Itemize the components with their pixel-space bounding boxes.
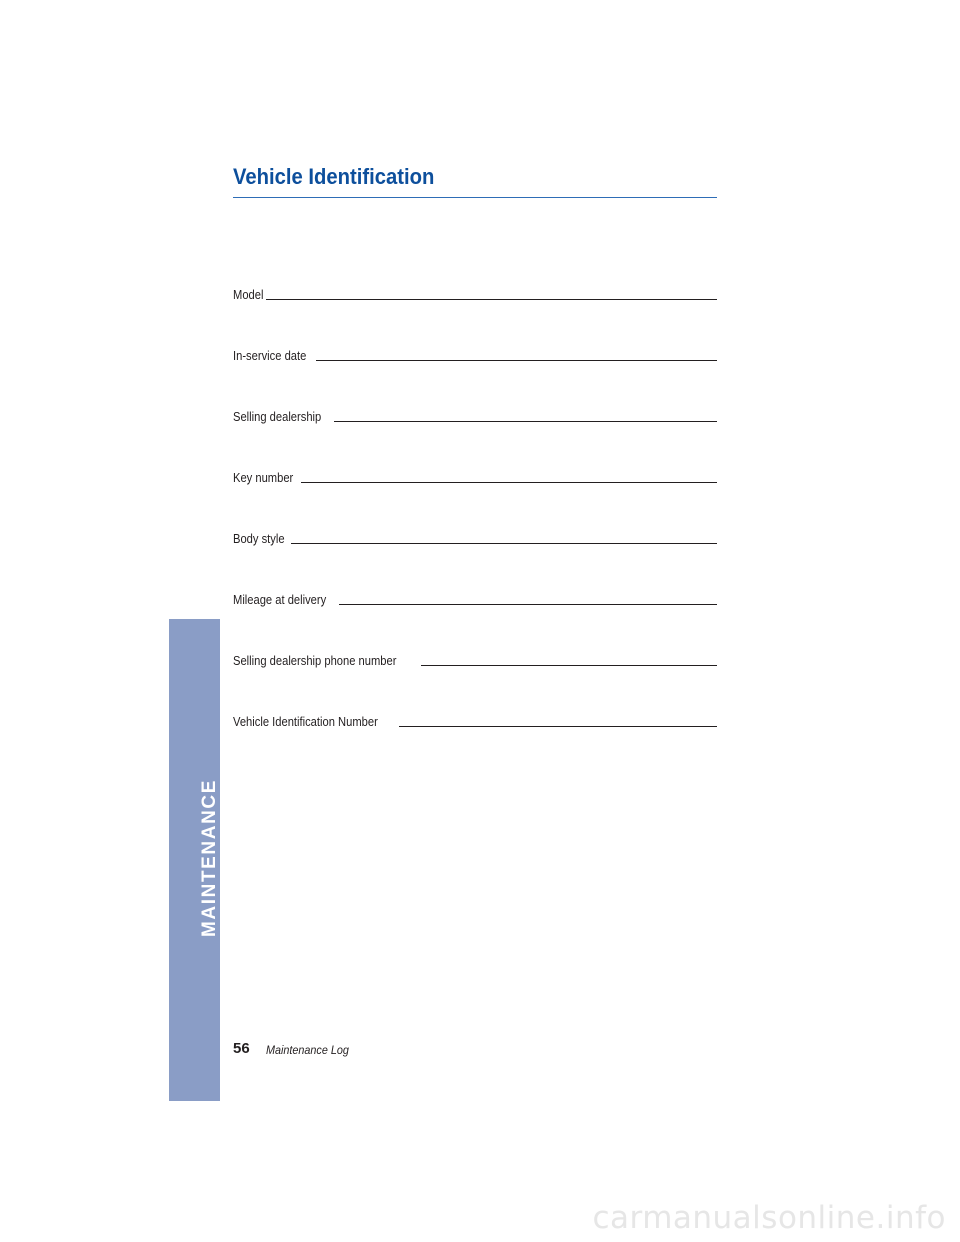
field-label: Key number — [233, 470, 294, 485]
page-title: Vehicle Identification — [233, 164, 435, 189]
title-rule — [233, 197, 717, 198]
field-vin[interactable] — [233, 710, 717, 728]
field-mileage-at-delivery[interactable] — [233, 588, 717, 606]
field-label: Mileage at delivery — [233, 592, 327, 607]
field-blank-line[interactable] — [266, 299, 717, 300]
field-label: In-service date — [233, 348, 307, 363]
page-number: 56 — [233, 1040, 250, 1057]
field-blank-line[interactable] — [334, 421, 717, 422]
field-label: Selling dealership phone number — [233, 653, 397, 668]
field-body-style[interactable] — [233, 527, 717, 545]
field-blank-line[interactable] — [399, 726, 717, 727]
field-selling-dealership[interactable] — [233, 405, 717, 423]
section-side-tab-label: MAINTENANCE — [199, 779, 220, 937]
field-blank-line[interactable] — [339, 604, 717, 605]
field-model[interactable] — [233, 283, 717, 301]
field-blank-line[interactable] — [421, 665, 717, 666]
section-name: Maintenance Log — [266, 1043, 349, 1057]
field-blank-line[interactable] — [301, 482, 717, 483]
field-label: Body style — [233, 531, 285, 546]
field-label: Model — [233, 287, 264, 302]
field-in-service-date[interactable] — [233, 344, 717, 362]
watermark: carmanualsonline.info — [592, 1200, 946, 1236]
field-dealership-phone[interactable] — [233, 649, 717, 667]
field-blank-line[interactable] — [291, 543, 717, 544]
field-label: Selling dealership — [233, 409, 322, 424]
field-blank-line[interactable] — [316, 360, 717, 361]
field-key-number[interactable] — [233, 466, 717, 484]
field-label: Vehicle Identification Number — [233, 714, 378, 729]
